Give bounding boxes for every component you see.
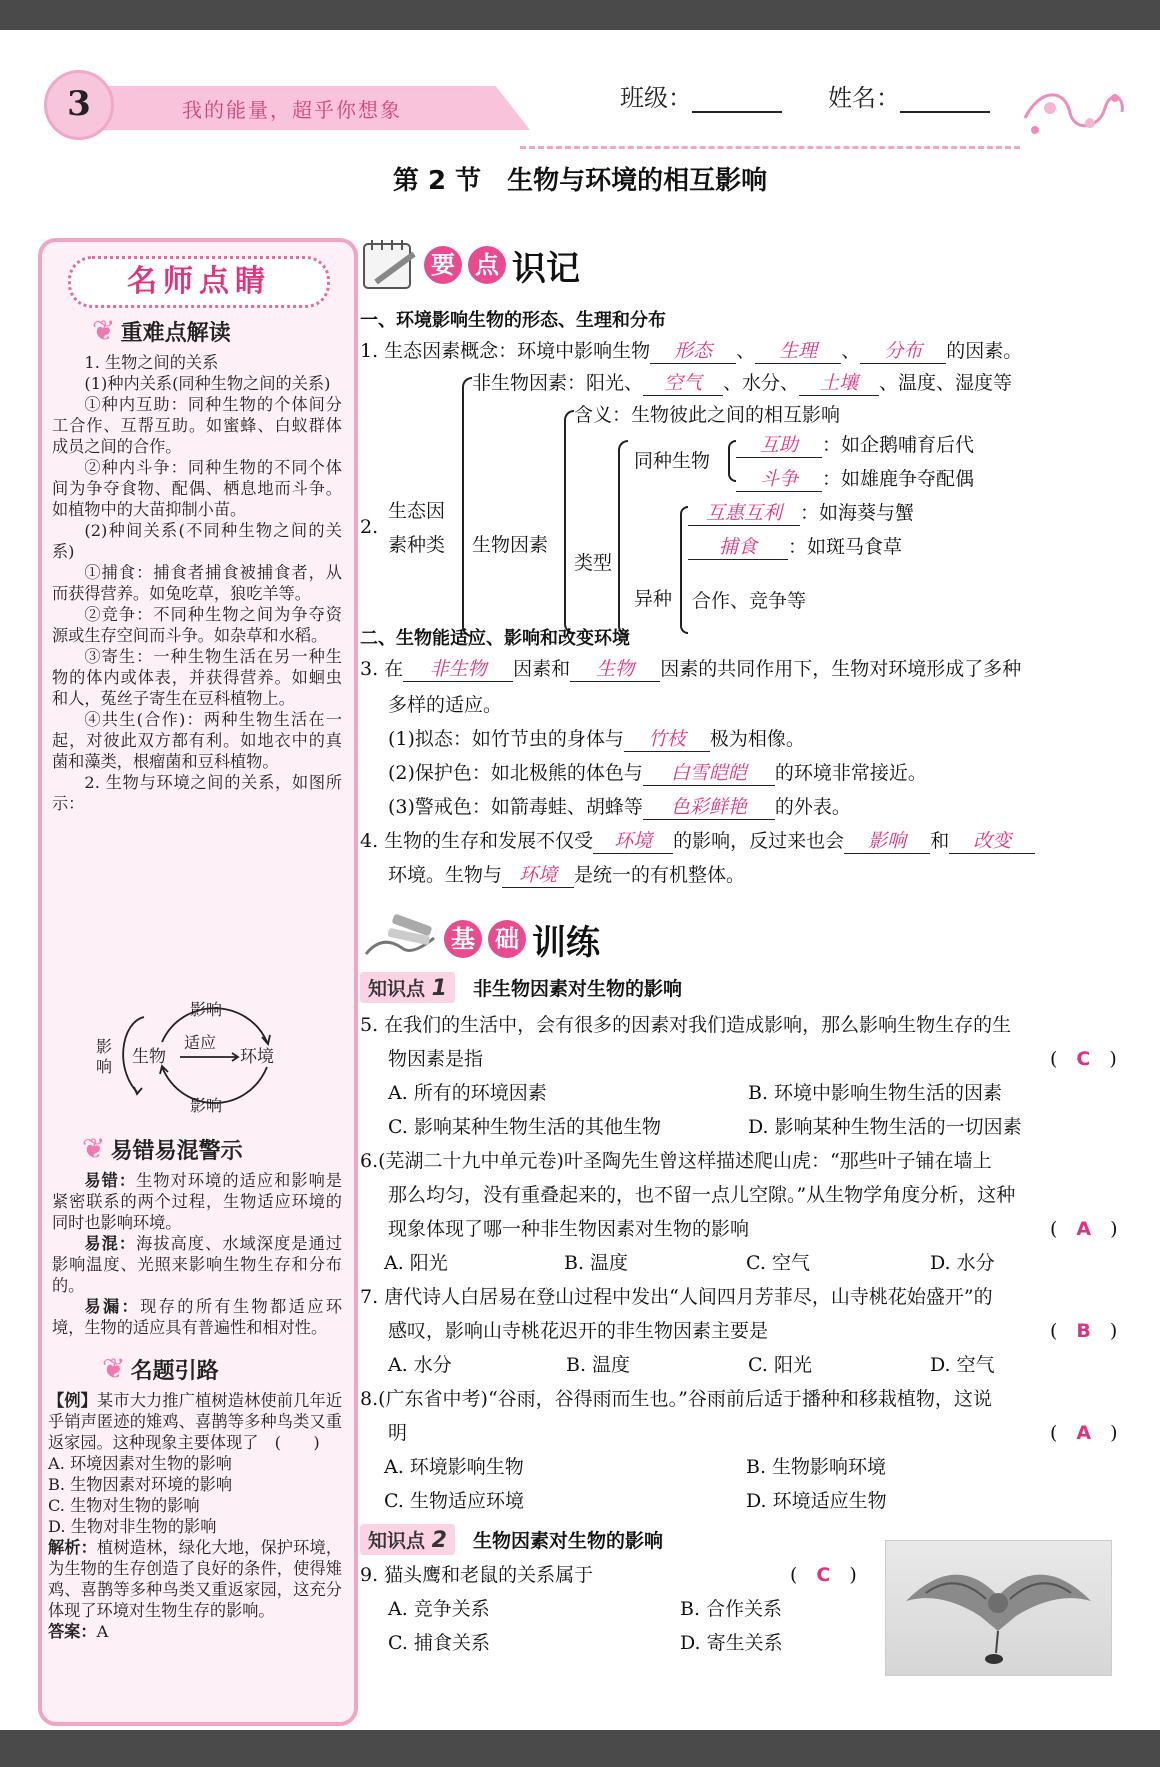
q2-number: 2. bbox=[360, 516, 379, 538]
warning-item bbox=[52, 1170, 342, 1233]
paragraph: (1)种内关系(同种生物之间的关系) bbox=[84, 374, 331, 393]
heading-bubble: 要 bbox=[424, 246, 462, 284]
warning-key: 易混： bbox=[84, 1234, 137, 1253]
q9-line1: 9. 猫头鹰和老鼠的关系属于 bbox=[360, 1564, 594, 1586]
heading-bubble: 点 bbox=[468, 246, 506, 284]
q9-option-a[interactable]: A. 竞争关系 bbox=[388, 1598, 490, 1620]
warning-item bbox=[52, 1233, 342, 1296]
warnings-text bbox=[52, 1170, 342, 1338]
q5-option-a[interactable]: A. 所有的环境因素 bbox=[388, 1082, 547, 1104]
pens-icon bbox=[362, 914, 438, 964]
subsection-heading-2: 二、生物能适应、影响和改变环境 bbox=[360, 628, 630, 649]
example-option: B. 生物因素对环境的影响 bbox=[48, 1475, 233, 1494]
q6-option-a[interactable]: A. 阳光 bbox=[384, 1252, 448, 1274]
page-title: 第 2 节 生物与环境的相互影响 bbox=[392, 166, 768, 196]
q4-fill-3[interactable]: 改变 bbox=[949, 826, 1035, 854]
q9-option-d[interactable]: D. 寄生关系 bbox=[680, 1632, 783, 1654]
q6-line1: 6.(芜湖二十九中单元卷)叶圣陶先生曾这样描述爬山虎：“那些叶子铺在墙上 bbox=[360, 1150, 992, 1172]
class-label: 班级： bbox=[620, 84, 692, 112]
paragraph: ②竞争：不同种生物之间为争夺资源或生存空间而斗争。如杂草和水稻。 bbox=[52, 605, 342, 645]
q7-answer-bracket: ( B ) bbox=[1050, 1320, 1118, 1342]
diagram-bottom-label: 影响 bbox=[190, 1096, 223, 1115]
abiotic-text: 非生物因素：阳光、 bbox=[472, 372, 644, 394]
example-option: A. 环境因素对生物的影响 bbox=[48, 1454, 232, 1473]
same-example-2: ：如雄鹿争夺配偶 bbox=[822, 468, 975, 490]
owl-icon bbox=[886, 1541, 1111, 1675]
section-heading-text: 名题引路 bbox=[130, 1359, 219, 1384]
q6-option-b[interactable]: B. 温度 bbox=[564, 1252, 629, 1274]
warning-item bbox=[52, 1296, 342, 1338]
motto-text: 我的能量，超乎你想象 bbox=[182, 98, 402, 122]
heading-rest: 识记 bbox=[512, 248, 580, 289]
brace-same bbox=[728, 440, 736, 482]
same-example-1: ：如企鹅哺育后代 bbox=[822, 434, 975, 456]
kp-number: 2 bbox=[431, 1528, 447, 1553]
q7-answer: B bbox=[1076, 1320, 1091, 1342]
same-fill-1[interactable]: 互助 bbox=[736, 430, 822, 458]
q9-option-c[interactable]: C. 捕食关系 bbox=[388, 1632, 490, 1654]
q3c-fill[interactable]: 色彩鲜艳 bbox=[643, 792, 775, 820]
q5-option-c[interactable]: C. 影响某种生物生活的其他生物 bbox=[388, 1116, 661, 1138]
q2-root-line2: 素种类 bbox=[388, 534, 446, 556]
q2-abiotic bbox=[472, 368, 1012, 396]
q3c-text: (3)警戒色：如箭毒蛙、胡蜂等 bbox=[388, 796, 643, 818]
heading-rest: 训练 bbox=[532, 922, 600, 963]
example-question bbox=[48, 1390, 342, 1453]
q6-option-d[interactable]: D. 水分 bbox=[930, 1252, 995, 1274]
example-tag: 【例】 bbox=[48, 1391, 98, 1410]
paragraph: ②种内斗争：同种生物的不同个体间为争夺食物、配偶、栖息地而斗争。如植物中的大苗抑制小苗。 bbox=[52, 458, 342, 519]
question-1 bbox=[360, 336, 1022, 364]
sidebar-title: 名师点睛 bbox=[68, 256, 330, 308]
q7-line2: 感叹，影响山寺桃花迟开的非生物因素主要是 bbox=[388, 1320, 769, 1342]
q3b-text: (2)保护色：如北极熊的体色与 bbox=[388, 762, 643, 784]
q3a-fill[interactable]: 竹枝 bbox=[624, 724, 710, 752]
diagram-organism: 生物 bbox=[132, 1047, 166, 1067]
q7-option-a[interactable]: A. 水分 bbox=[388, 1354, 452, 1376]
q3-text: 因素的共同作用下，生物对环境形成了多种 bbox=[660, 658, 1022, 680]
paragraph: ①捕食：捕食者捕食被捕食者，从而获得营养。如兔吃草，狼吃羊等。 bbox=[52, 563, 342, 603]
analysis-tag: 解析： bbox=[48, 1538, 98, 1557]
example-answer bbox=[48, 1621, 342, 1642]
q1-text: 1. 生态因素概念：环境中影响生物 bbox=[360, 340, 651, 362]
q6-answer: A bbox=[1076, 1218, 1092, 1240]
butterfly-icon: ❦ bbox=[92, 314, 116, 347]
diagram-left-label: 影响 bbox=[96, 1037, 113, 1076]
separator: 、 bbox=[736, 340, 756, 362]
q1-fill-3[interactable]: 分布 bbox=[860, 336, 946, 364]
flourish-decoration-icon bbox=[1020, 78, 1130, 148]
q2-type: 类型 bbox=[574, 552, 613, 574]
q3b-fill[interactable]: 白雪皑皑 bbox=[643, 758, 775, 786]
owl-catching-mouse-photo bbox=[885, 1540, 1112, 1676]
q7-option-d[interactable]: D. 空气 bbox=[930, 1354, 995, 1376]
kp-number: 1 bbox=[431, 976, 447, 1001]
diff-fill-1[interactable]: 互惠互利 bbox=[688, 498, 800, 526]
q5-option-d[interactable]: D. 影响某种生物生活的一切因素 bbox=[748, 1116, 1022, 1138]
name-blank[interactable] bbox=[900, 111, 990, 113]
q3a-text: (1)拟态：如竹节虫的身体与 bbox=[388, 728, 624, 750]
q2-diff-row-2 bbox=[688, 532, 902, 560]
question-4-line2 bbox=[388, 860, 745, 888]
q3-sub-2 bbox=[388, 758, 927, 786]
knowledge-point-badge bbox=[360, 1524, 455, 1555]
knowledge-point-2 bbox=[360, 1524, 663, 1555]
class-field bbox=[620, 78, 782, 113]
q7-option-c[interactable]: C. 阳光 bbox=[748, 1354, 812, 1376]
practice-header bbox=[362, 914, 600, 964]
example-option: D. 生物对非生物的影响 bbox=[48, 1517, 217, 1536]
q9-answer-bracket: ( C ) bbox=[790, 1564, 857, 1586]
worksheet-page bbox=[0, 30, 1160, 1730]
class-blank[interactable] bbox=[692, 111, 782, 113]
abiotic-text: 、温度、湿度等 bbox=[879, 372, 1013, 394]
q4-text: 4. 生物的生存和发展不仅受 bbox=[360, 830, 594, 852]
paragraph: 1. 生物之间的关系 bbox=[84, 353, 219, 372]
kp-title: 生物因素对生物的影响 bbox=[472, 1530, 663, 1552]
warning-text: 现存的所有生物都适应环境，生物的适应具有普遍性和相对性。 bbox=[52, 1297, 343, 1337]
q3-text: 3. 在 bbox=[360, 658, 404, 680]
q3c-text: 的外表。 bbox=[774, 796, 851, 818]
q3a-text: 极为相像。 bbox=[709, 728, 805, 750]
question-3 bbox=[360, 654, 1021, 682]
name-field bbox=[828, 78, 990, 113]
q2-diff-species: 异种 bbox=[634, 588, 673, 610]
q2-diff-row-1 bbox=[688, 498, 914, 526]
brace-root bbox=[462, 377, 472, 637]
butterfly-icon: ❦ bbox=[82, 1132, 106, 1165]
q2-biotic: 生物因素 bbox=[472, 534, 549, 556]
kp-label: 知识点 bbox=[368, 1530, 426, 1552]
q3-text: 因素和 bbox=[513, 658, 571, 680]
abiotic-fill-1[interactable]: 空气 bbox=[643, 368, 723, 396]
brace-diff bbox=[680, 506, 688, 634]
diff-example-2: ：如斑马食草 bbox=[788, 536, 903, 558]
diagram-top-label: 影响 bbox=[190, 1000, 223, 1019]
paragraph: ①种内互助：同种生物的个体间分工合作、互帮互助。如蜜蜂、白蚁群体成员之间的合作。 bbox=[52, 395, 342, 456]
q3-sub-3 bbox=[388, 792, 851, 820]
section-heading-warnings bbox=[82, 1132, 243, 1165]
section-heading-text: 重难点解读 bbox=[120, 321, 231, 346]
key-points-text bbox=[52, 352, 342, 814]
q6-line3: 现象体现了哪一种非生物因素对生物的影响 bbox=[388, 1218, 750, 1240]
paragraph: 2. 生物与环境之间的关系，如图所示： bbox=[52, 773, 342, 813]
page-number: 3 bbox=[44, 70, 114, 140]
q2-meaning: 含义：生物彼此之间的相互影响 bbox=[574, 404, 841, 426]
paragraph: (2)种间关系(不同种生物之间的关系) bbox=[52, 521, 342, 561]
butterfly-icon: ❦ bbox=[102, 1352, 126, 1385]
teacher-tips-sidebar bbox=[38, 238, 358, 1726]
q3b-text: 的环境非常接近。 bbox=[774, 762, 927, 784]
q3-line2: 多样的适应。 bbox=[388, 694, 503, 716]
q6-option-c[interactable]: C. 空气 bbox=[746, 1252, 810, 1274]
example-text bbox=[48, 1390, 342, 1642]
q8-option-b[interactable]: B. 生物影响环境 bbox=[746, 1456, 887, 1478]
q1-fill-1[interactable]: 形态 bbox=[650, 336, 736, 364]
separator: 、 bbox=[841, 340, 861, 362]
diff-fill-2[interactable]: 捕食 bbox=[688, 532, 788, 560]
q4-fill-1[interactable]: 环境 bbox=[593, 826, 673, 854]
q5-answer-bracket: ( C ) bbox=[1050, 1048, 1117, 1070]
q5-line1: 5. 在我们的生活中，会有很多的因素对我们造成影响，那么影响生物生存的生 bbox=[360, 1014, 1012, 1036]
subsection-heading-1: 一、环境影响生物的形态、生理和分布 bbox=[360, 310, 666, 331]
brace-type bbox=[618, 440, 628, 636]
q7-option-b[interactable]: B. 温度 bbox=[566, 1354, 631, 1376]
q3-sub-1 bbox=[388, 724, 805, 752]
kp-label: 知识点 bbox=[368, 978, 426, 1000]
q5-option-b[interactable]: B. 环境中影响生物生活的因素 bbox=[748, 1082, 1003, 1104]
warning-text: 生物对环境的适应和影响是紧密联系的两个过程，生物适应环境的同时也影响环境。 bbox=[52, 1171, 343, 1232]
q4-fill-4[interactable]: 环境 bbox=[502, 860, 574, 888]
q5-line2: 物因素是指 bbox=[388, 1048, 484, 1070]
q9-answer: C bbox=[816, 1564, 831, 1586]
q3-fill-1[interactable]: 非生物 bbox=[403, 654, 513, 682]
q9-option-b[interactable]: B. 合作关系 bbox=[680, 1598, 783, 1620]
warning-key: 易漏： bbox=[84, 1297, 141, 1316]
q8-answer: A bbox=[1076, 1422, 1092, 1444]
heading-bubble: 基 bbox=[444, 920, 482, 958]
brace-biotic bbox=[564, 410, 574, 634]
q2-same-row-2 bbox=[736, 464, 974, 492]
warning-key: 易错： bbox=[84, 1171, 137, 1190]
q5-answer: C bbox=[1076, 1048, 1091, 1070]
name-label: 姓名： bbox=[828, 84, 900, 112]
q8-line2: 明 bbox=[388, 1422, 408, 1444]
kp-title: 非生物因素对生物的影响 bbox=[472, 978, 682, 1000]
paragraph: ④共生(合作)：两种生物生活在一起，对彼此双方都有利。如地衣中的真菌和藻类，根瘤菌和豆科植物。 bbox=[52, 710, 342, 771]
q2-root-line1: 生态因 bbox=[388, 500, 446, 522]
q1-text: 的因素。 bbox=[946, 340, 1023, 362]
section-heading-key-points bbox=[92, 314, 231, 347]
diff-example-1: ：如海葵与蟹 bbox=[800, 502, 915, 524]
q7-line1: 7. 唐代诗人白居易在登山过程中发出“人间四月芳菲尽，山寺桃花始盛开”的 bbox=[360, 1286, 993, 1308]
same-fill-2[interactable]: 斗争 bbox=[736, 464, 822, 492]
q2-diff-row-3: 合作、竞争等 bbox=[692, 590, 807, 612]
diagram-middle-label: 适应 bbox=[184, 1033, 217, 1052]
q4-fill-2[interactable]: 影响 bbox=[844, 826, 930, 854]
header-dash-line bbox=[520, 146, 1020, 149]
section-heading-example bbox=[102, 1352, 219, 1385]
knowledge-point-1 bbox=[360, 972, 682, 1003]
q8-option-d[interactable]: D. 环境适应生物 bbox=[746, 1490, 887, 1512]
q4-text: 和 bbox=[930, 830, 950, 852]
question-4 bbox=[360, 826, 1035, 854]
q8-line1: 8.(广东省中考)“谷雨，谷得雨而生也。”谷雨前后适于播种和移栽植物，这说 bbox=[360, 1388, 992, 1410]
paragraph: ③寄生：一种生物生活在另一种生物的体内或体表，并获得营养。如蛔虫和人，菟丝子寄生在豆科植物上。 bbox=[52, 647, 342, 708]
warning-text: 海拔高度、水域深度是通过影响温度、光照来影响生物生存和分布的。 bbox=[52, 1234, 343, 1295]
q2-same-species: 同种生物 bbox=[634, 450, 711, 472]
abiotic-text: 、水分、 bbox=[723, 372, 800, 394]
example-option: C. 生物对生物的影响 bbox=[48, 1496, 200, 1515]
key-points-header bbox=[362, 238, 580, 292]
q4-text: 是统一的有机整体。 bbox=[574, 864, 746, 886]
example-stem: 某市大力推广植树造林使前几年近乎销声匿迹的雉鸡、喜鹊等多种鸟类又重返家园。这种现象主要体现了 ( ) bbox=[48, 1391, 343, 1452]
relation-diagram bbox=[82, 997, 312, 1122]
answer-text: A bbox=[96, 1622, 109, 1641]
answer-tag: 答案： bbox=[48, 1622, 97, 1641]
notebook-pencil-icon bbox=[362, 238, 418, 292]
q6-answer-bracket: ( A ) bbox=[1050, 1218, 1118, 1240]
knowledge-point-badge bbox=[360, 972, 455, 1003]
q3-fill-2[interactable]: 生物 bbox=[570, 654, 660, 682]
q6-line2: 那么均匀，没有重叠起来的，也不留一点儿空隙。”从生物学角度分析，这种 bbox=[388, 1184, 1016, 1206]
q4-text: 的影响，反过来也会 bbox=[673, 830, 845, 852]
q8-option-a[interactable]: A. 环境影响生物 bbox=[384, 1456, 524, 1478]
q1-fill-2[interactable]: 生理 bbox=[755, 336, 841, 364]
q8-answer-bracket: ( A ) bbox=[1050, 1422, 1118, 1444]
diagram-environment: 环境 bbox=[240, 1047, 274, 1067]
section-heading-text: 易错易混警示 bbox=[110, 1139, 243, 1164]
analysis-text: 植树造林，绿化大地，保护环境，为生物的生存创造了良好的条件，使得雉鸡、喜鹊等多种鸟类又重返家园，这充分体现了环境对生物生存的影响。 bbox=[48, 1538, 343, 1620]
q4-text: 环境。生物与 bbox=[388, 864, 503, 886]
q2-same-row-1 bbox=[736, 430, 974, 458]
example-analysis bbox=[48, 1537, 342, 1621]
heading-bubble: 础 bbox=[488, 920, 526, 958]
q8-option-c[interactable]: C. 生物适应环境 bbox=[384, 1490, 524, 1512]
abiotic-fill-2[interactable]: 土壤 bbox=[799, 368, 879, 396]
